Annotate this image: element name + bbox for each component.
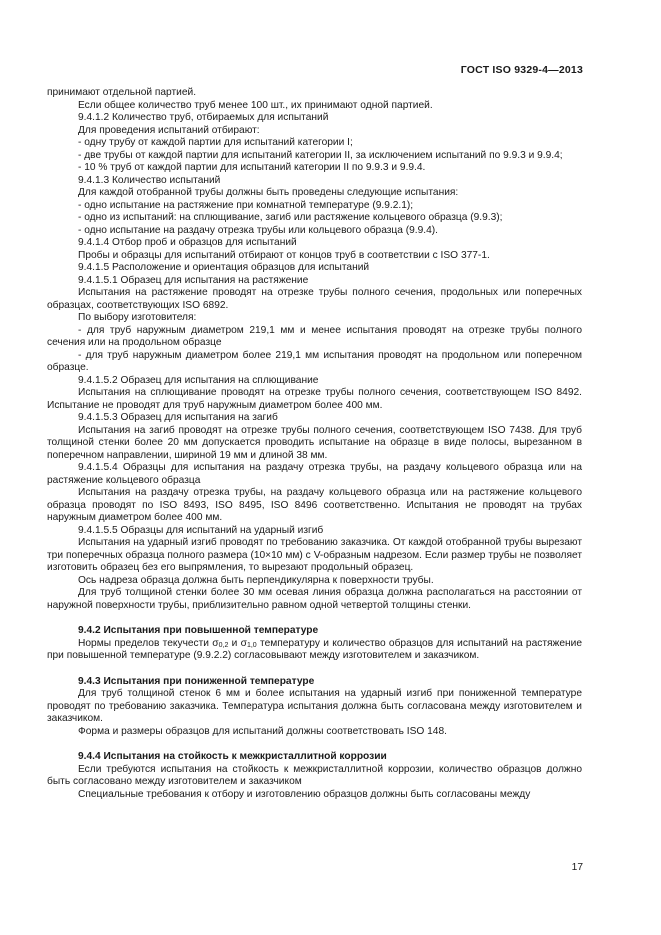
paragraph: - для труб наружным диаметром 219,1 мм и менее испытания проводят на отрезке трубы полного сечения или на продольном образце [47, 324, 582, 348]
paragraph: - для труб наружным диаметром более 219,1 мм испытания проводят на продольном или поперечном образце. [47, 349, 582, 373]
paragraph: Форма и размеры образцов для испытаний должны соответствовать ISO 148. [78, 725, 447, 737]
section-heading-9-4-3: 9.4.3 Испытания при пониженной температуре [78, 675, 315, 687]
section-heading-9-4-4: 9.4.4 Испытания на стойкость к межкристаллитной коррозии [78, 751, 387, 762]
paragraph: - 10 % труб от каждой партии для испытаний категории II по 9.9.3 и 9.9.4. [78, 162, 426, 173]
paragraph: - одно из испытаний: на сплющивание, загиб или растяжение кольцевого образца (9.9.3); [78, 212, 503, 223]
paragraph: Испытания на растяжение проводят на отрезке трубы полного сечения, продольных или поперечных образцах, соответствующих ISO 6892. [47, 287, 582, 311]
paragraph: принимают отдельной партией. [47, 87, 197, 98]
paragraph: Если общее количество труб менее 100 шт., их принимают одной партией. [78, 99, 433, 111]
paragraph: Для труб толщиной стенок 6 мм и более испытания на ударный изгиб при пониженной температуре проводят по требованию заказчика. Температура испытания должна быть согласована между изготовителем и заказчиком. [47, 688, 582, 724]
paragraph: Для труб толщиной стенки более 30 мм осевая линия образца должна располагаться на расстоянии от наружной поверхности трубы, приблизительно равном одной четвертой толщины стенки. [47, 587, 582, 611]
paragraph: 9.4.1.5.2 Образец для испытания на сплющивание [78, 374, 319, 386]
paragraph: Ось надреза образца должна быть перпендикулярна к поверхности трубы. [78, 574, 434, 586]
paragraph: По выбору изготовителя: [78, 312, 197, 323]
document-body [47, 87, 582, 801]
paragraph: 9.4.1.5.3 Образец для испытания на загиб [78, 412, 278, 423]
paragraph: 9.4.1.3 Количество испытаний [78, 174, 221, 186]
text-part: и σ [228, 637, 247, 649]
paragraph: 9.4.1.4 Отбор проб и образцов для испытаний [78, 237, 297, 248]
paragraph: Пробы и образцы для испытаний отбирают от концов труб в соответствии с ISO 377-1. [78, 249, 490, 261]
page-number: 17 [571, 862, 583, 873]
paragraph: - одно испытание на раздачу отрезка трубы или кольцевого образца (9.9.4). [78, 224, 439, 236]
paragraph: Испытания на раздачу отрезка трубы, на раздачу кольцевого образца или на растяжение кольцевого образца проводят по ISO 8493, ISO 8495, ISO 8496 соответственно. Испытания не проводят на трубах наружным диаметром более 400 мм. [47, 487, 582, 523]
paragraph: 9.4.1.5.1 Образец для испытания на растяжение [78, 274, 309, 286]
paragraph: 9.4.1.5.5 Образцы для испытаний на ударный изгиб [78, 524, 324, 536]
paragraph: 9.4.1.5.4 Образцы для испытания на раздачу отрезка трубы, на раздачу кольцевого образца или на растяжение кольцевого образца [47, 462, 582, 486]
subscript: 0,2 [218, 641, 229, 649]
paragraph: Если требуются испытания на стойкость к межкристаллитной коррозии, количество образцов должно быть согласовано между изготовителем и заказчиком [47, 763, 582, 787]
paragraph: Испытания на ударный изгиб проводят по требованию заказчика. От каждой отобранной трубы вырезают три поперечных образца полного размера (10×10 мм) с V-образным надрезом. Если размер трубы не позволяет изготовить образец без его выпрямления, то вырезают продольный образец. [47, 537, 582, 573]
text-part: Нормы пределов текучести σ [78, 637, 219, 649]
text-part: температуру и количество образцов для испытаний на растяжение при повышенной температуре (9.9.2.2) согласовывают между изготовителем и заказчиком. [47, 637, 583, 661]
paragraph: Специальные требования к отбору и изготовлению образцов должны быть согласованы между [78, 788, 531, 800]
paragraph-9-4-2 [47, 638, 582, 663]
paragraph: - одно испытание на растяжение при комнатной температуре (9.9.2.1); [78, 199, 414, 211]
paragraph: 9.4.1.2 Количество труб, отбираемых для испытаний [78, 112, 329, 123]
paragraph: Для каждой отобранной трубы должны быть проведены следующие испытания: [78, 187, 459, 198]
paragraph: - одну трубу от каждой партии для испытаний категории I; [78, 137, 353, 148]
paragraph: Испытания на сплющивание проводят на отрезке трубы полного сечения, соответствующем ISO 8492. Испытание не проводят для труб наружным диаметром более 400 мм. [47, 387, 582, 411]
subscript: 1,0 [246, 641, 257, 649]
paragraph: Для проведения испытаний отбирают: [78, 124, 260, 136]
standard-header: ГОСТ ISO 9329-4—2013 [460, 64, 583, 76]
paragraph: - две трубы от каждой партии для испытаний категории II, за исключением испытаний по 9.9.3 и 9.9.4; [78, 149, 563, 161]
paragraph-list [47, 87, 582, 612]
paragraph: 9.4.1.5 Расположение и ориентация образцов для испытаний [78, 262, 370, 273]
section-heading-9-4-2: 9.4.2 Испытания при повышенной температуре [78, 625, 319, 636]
paragraph: Испытания на загиб проводят на отрезке трубы полного сечения, соответствующем ISO 7438. Для труб толщиной стенки более 20 мм допускается проводить испытание на образце в виде полосы, вырезанном в поперечном направлении, шириной 19 мм и длиной 38 мм. [47, 424, 582, 461]
